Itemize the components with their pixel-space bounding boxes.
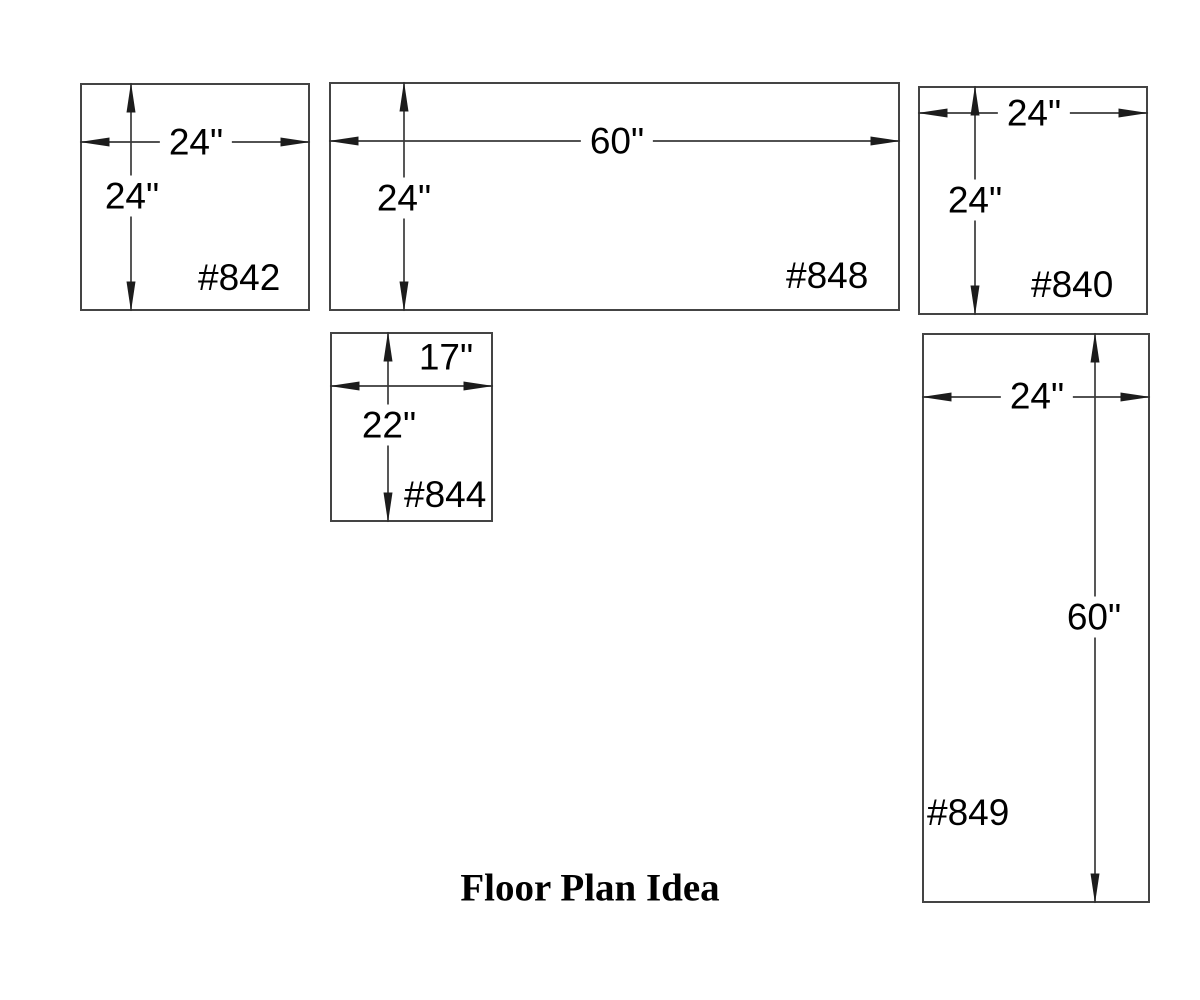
cabinet-848-width-label: 60" (581, 121, 653, 162)
cabinet-840-height-label: 24" (939, 180, 1011, 221)
cabinet-849-label: #849 (927, 792, 1010, 833)
cabinet-844-label: #844 (404, 474, 487, 515)
cabinet-840-label: #840 (1031, 264, 1114, 305)
cabinet-842-width-label: 24" (160, 122, 232, 163)
cabinet-848-label: #848 (786, 255, 869, 296)
cabinet-842-label: #842 (198, 257, 281, 298)
cabinet-849-height-label: 60" (1058, 597, 1130, 638)
cabinet-849-width-label: 24" (1001, 376, 1073, 417)
cabinet-842-height-label: 24" (96, 176, 168, 217)
cabinet-848-height-label: 24" (368, 178, 440, 219)
cabinet-844-height-label: 22" (353, 405, 425, 446)
cabinet-844-width-label: 17" (410, 337, 482, 378)
page-title: Floor Plan Idea (460, 866, 720, 910)
cabinet-840-width-label: 24" (998, 93, 1070, 134)
